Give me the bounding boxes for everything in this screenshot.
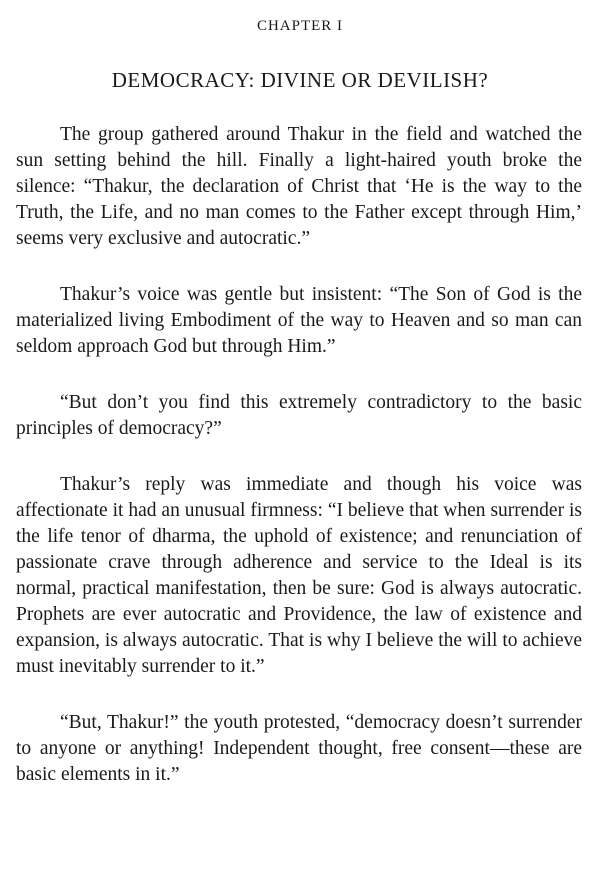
- paragraph-3: “But don’t you find this extremely contradictory to the basic principles of democracy?”: [16, 392, 582, 439]
- paragraph-4: Thakur’s reply was immediate and though his voice was affectionate it had an unusual firmness: “I believe that when surrender is the life tenor of dharma, the uphold of existence; and renunciation of passionate crave through adherence and service to the Ideal is its normal, practical manifestation, then be sure: God is always autocratic. Prophets are ever autocratic and Providence, the law of existence and expansion, is always autocratic. That is why I believe the will to achieve must inevitably surrender to it.”: [16, 474, 582, 677]
- chapter-label: CHAPTER I: [256, 18, 344, 34]
- body-text: [16, 122, 582, 788]
- paragraph-5: “But, Thakur!” the youth protested, “democracy doesn’t surrender to anyone or anything! Independent thought, free consent—these are basic elements in it.”: [16, 712, 582, 785]
- chapter-title: DEMOCRACY: DIVINE OR DEVILISH?: [111, 68, 489, 92]
- paragraph-2: Thakur’s voice was gentle but insistent: “The Son of God is the materialized living Embodiment of the way to Heaven and so man can seldom approach God but through Him.”: [16, 284, 582, 357]
- paragraph-1: The group gathered around Thakur in the field and watched the sun setting behind the hill. Finally a light-haired youth broke the silence: “Thakur, the declaration of Christ that ‘He is the way to the Truth, the Life, and no man comes to the Father except through Him,’ seems very exclusive and autocratic.”: [16, 124, 582, 249]
